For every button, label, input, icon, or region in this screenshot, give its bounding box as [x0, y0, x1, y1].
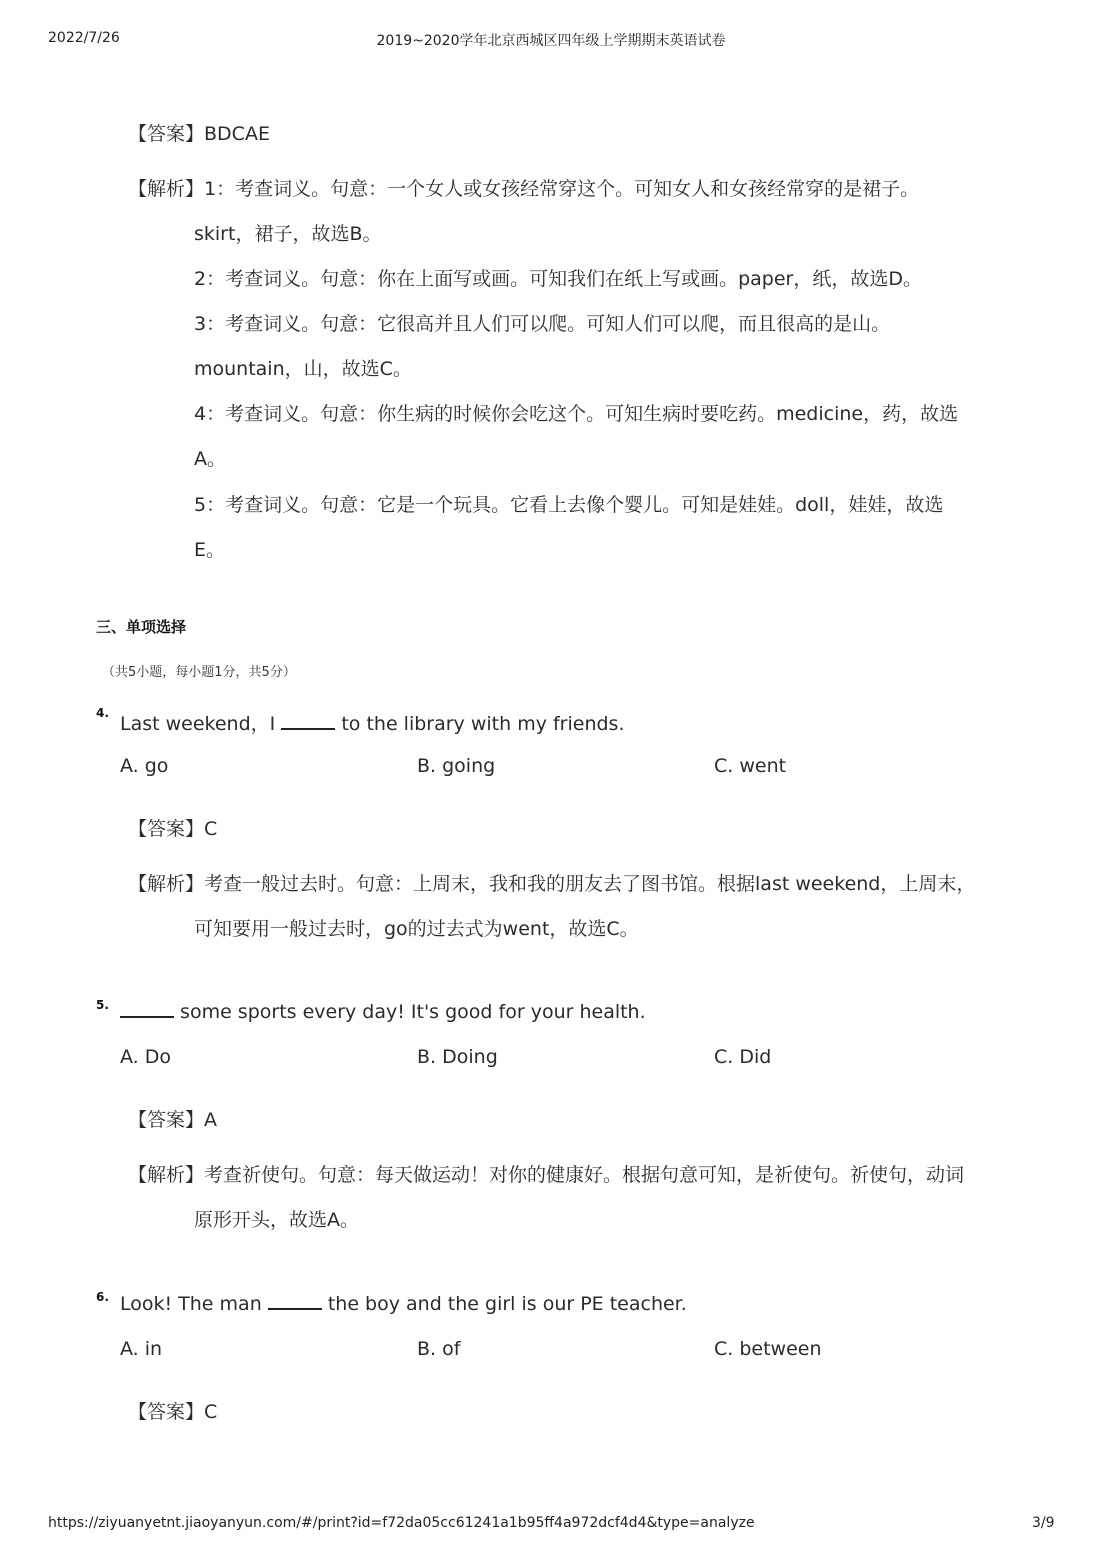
- answer-label: 【答案】: [128, 123, 205, 145]
- option-a: A. Do: [120, 1046, 171, 1068]
- analysis-text: A。: [194, 448, 226, 470]
- analysis-text: 可知要用一般过去时，go的过去式为went，故选C。: [194, 918, 639, 940]
- analysis-text: 1：考查词义。句意：一个女人或女孩经常穿这个。可知女人和女孩经常穿的是裙子。: [204, 178, 920, 200]
- answer-value: A: [204, 1109, 218, 1131]
- analysis-label: 【解析】: [128, 178, 205, 200]
- question-analysis-line: [128, 1153, 964, 1198]
- answer-blank: [281, 726, 335, 730]
- document-title: 2019~2020学年北京西城区四年级上学期期末英语试卷: [376, 33, 726, 49]
- page-number: 3/9: [1032, 1515, 1055, 1531]
- analysis-text: 5：考查词义。句意：它是一个玩具。它看上去像个婴儿。可知是娃娃。doll，娃娃，故选: [194, 494, 944, 516]
- answer-label: 【答案】: [128, 1401, 205, 1423]
- question-number: 4.: [96, 706, 109, 720]
- analysis-text: 4：考查词义。句意：你生病的时候你会吃这个。可知生病时要吃药。medicine，药，故选: [194, 403, 959, 425]
- analysis-text: 考查一般过去时。句意：上周末，我和我的朋友去了图书馆。根据last weekend，上周末，: [204, 873, 976, 895]
- question-stem: [120, 1293, 687, 1315]
- answer-value: BDCAE: [204, 123, 270, 145]
- option-c: C. between: [714, 1338, 822, 1360]
- analysis-label: 【解析】: [128, 873, 205, 895]
- section-note: （共5小题，每小题1分，共5分）: [102, 665, 296, 680]
- question-answer: [128, 1390, 217, 1435]
- analysis-text: skirt，裙子，故选B。: [194, 223, 382, 245]
- answer-value: C: [204, 818, 218, 840]
- question-stem: [120, 1001, 646, 1023]
- option-b: B. of: [417, 1338, 461, 1360]
- print-date: 2022/7/26: [48, 30, 120, 46]
- answer-blank: [268, 1306, 322, 1310]
- stem-text: to the library with my friends.: [335, 713, 625, 735]
- question-stem: [120, 709, 625, 736]
- answer-value: C: [204, 1401, 218, 1423]
- answer-blank: [120, 1014, 174, 1018]
- analysis-text: 原形开头，故选A。: [194, 1209, 359, 1231]
- option-c: C. Did: [714, 1046, 772, 1068]
- prev-answer: [128, 112, 270, 157]
- question-answer: [128, 807, 217, 852]
- section-title: 三、单项选择: [96, 618, 187, 636]
- analysis-text: 考查祈使句。句意：每天做运动！对你的健康好。根据句意可知，是祈使句。祈使句，动词: [204, 1164, 965, 1186]
- question-number: 6.: [96, 1290, 109, 1304]
- question-analysis-line: [128, 862, 975, 907]
- analysis-label: 【解析】: [128, 1164, 205, 1186]
- analysis-text: mountain，山，故选C。: [194, 358, 412, 380]
- option-a: A. in: [120, 1338, 163, 1360]
- stem-text: the boy and the girl is our PE teacher.: [321, 1293, 687, 1315]
- stem-text: Look! The man: [120, 1293, 268, 1315]
- answer-label: 【答案】: [128, 1109, 205, 1131]
- option-c: C. went: [714, 755, 787, 777]
- question-number: 5.: [96, 998, 109, 1012]
- footer-url: https://ziyuanyetnt.jiaoyanyun.com/#/print?id=f72da05cc61241a1b95ff4a972dcf4d4&type=analyze: [48, 1515, 755, 1531]
- analysis-text: E。: [194, 539, 226, 561]
- analysis-text: 3：考查词义。句意：它很高并且人们可以爬。可知人们可以爬，而且很高的是山。: [194, 313, 891, 335]
- question-answer: [128, 1098, 217, 1143]
- option-a: A. go: [120, 755, 169, 777]
- option-b: B. Doing: [417, 1046, 498, 1068]
- stem-text: some sports every day! It's good for your health.: [174, 1001, 646, 1023]
- stem-text: Last weekend，I: [120, 713, 282, 735]
- answer-label: 【答案】: [128, 818, 205, 840]
- analysis-text: 2：考查词义。句意：你在上面写或画。可知我们在纸上写或画。paper，纸，故选D。: [194, 268, 922, 290]
- prev-analysis-line: [128, 167, 919, 212]
- option-b: B. going: [417, 755, 496, 777]
